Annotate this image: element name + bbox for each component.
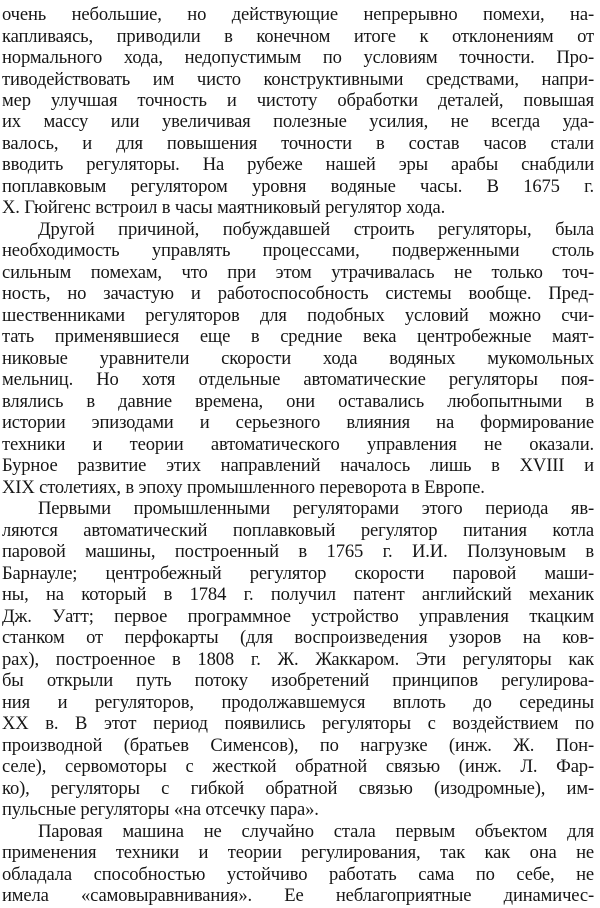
text-line: истории эпизодами и серьезного влияния на формирование: [2, 412, 594, 433]
text-line: применения техники и теории регулирования, так как она не: [2, 842, 594, 863]
text-line: шественниками регуляторов для подобных условий можно счи-: [2, 305, 594, 326]
text-line: ность, но зачастую и работоспособность системы вообще. Пред-: [2, 283, 594, 304]
text-line: Дж. Уатт; первое программное устройство управления ткацким: [2, 606, 594, 627]
text-line: ко), регуляторы с гибкой обратной связью (изодромные), им-: [2, 778, 594, 799]
text-line: пульсные регуляторы «на отсечку пара».: [2, 799, 319, 820]
text-line: XIX столетиях, в эпоху промышленного переворота в Европе.: [2, 477, 485, 498]
text-line: мер улучшая точность и чистоту обработки деталей, повышая: [2, 90, 594, 111]
text-line: ния и регуляторов, продолжавшемуся вплоть до середины: [2, 692, 594, 713]
text-line: нормального хода, недопустимым по условиям точности. Про-: [2, 47, 594, 68]
paragraph-first-line: Паровая машина не случайно стала первым объектом для: [38, 821, 594, 842]
text-line: очень небольшие, но действующие непрерывно помехи, на-: [2, 4, 594, 25]
text-line: обладала способностью устойчиво работать сама по себе, не: [2, 864, 594, 885]
text-line: станком от перфокарты (для воспроизведения узоров на ков-: [2, 627, 594, 648]
document-page: [2, 0, 594, 906]
text-line: техники и теории автоматического управления не оказали.: [2, 434, 594, 455]
text-line: имела «самовыравнивания». Ее неблагоприятные динамичес-: [2, 885, 594, 906]
text-line: производной (братьев Сименсов), по нагрузке (инж. Ж. Пон-: [2, 735, 594, 756]
text-line: X. Гюйгенс встроил в часы маятниковый регулятор хода.: [2, 197, 446, 218]
text-line: ны, на который в 1784 г. получил патент английский механик: [2, 584, 594, 605]
text-line: поплавковым регулятором уровня водяные часы. В 1675 г.: [2, 176, 594, 197]
text-line: необходимость управлять процессами, подверженными столь: [2, 240, 594, 261]
text-line: капливаясь, приводили в конечном итоге к отклонениям от: [2, 26, 594, 47]
text-line: мельниц. Но хотя отдельные автоматические регуляторы поя-: [2, 369, 594, 390]
text-line: паровой машины, построенный в 1765 г. И.И. Ползуновым в: [2, 541, 594, 562]
paragraph-first-line: Другой причиной, побуждавшей строить регуляторы, была: [38, 219, 594, 240]
text-line: их массу или увеличивая полезные усилия, не всегда уда-: [2, 111, 594, 132]
text-line: сильным помехам, что при этом утрачивалась не только точ-: [2, 262, 594, 283]
paragraph-first-line: Первыми промышленными регуляторами этого периода яв-: [38, 498, 594, 519]
text-line: рах), построенное в 1808 г. Ж. Жаккаром. Эти регуляторы как: [2, 649, 594, 670]
text-line: никовые уравнители скорости хода водяных мукомольных: [2, 348, 594, 369]
text-line: ляются автоматический поплавковый регулятор питания котла: [2, 520, 594, 541]
text-line: валось, и для повышения точности в состав часов стали: [2, 133, 594, 154]
text-line: вводить регуляторы. На рубеже нашей эры арабы снабдили: [2, 154, 594, 175]
text-line: бы открыли путь потоку изобретений принципов регулирова-: [2, 670, 594, 691]
text-line: тиводействовать им чисто конструктивными средствами, напри-: [2, 69, 594, 90]
text-line: Барнауле; центробежный регулятор скорости паровой маши-: [2, 563, 594, 584]
text-line: Бурное развитие этих направлений началось лишь в XVIII и: [2, 455, 594, 476]
text-line: влялись в давние времена, они оставались любопытными в: [2, 391, 594, 412]
text-line: селе), сервомоторы с жесткой обратной связью (инж. Л. Фар-: [2, 756, 594, 777]
text-line: тать применявшиеся еще в средние века центробежные маят-: [2, 326, 594, 347]
text-line: XX в. В этот период появились регуляторы с воздействием по: [2, 713, 594, 734]
